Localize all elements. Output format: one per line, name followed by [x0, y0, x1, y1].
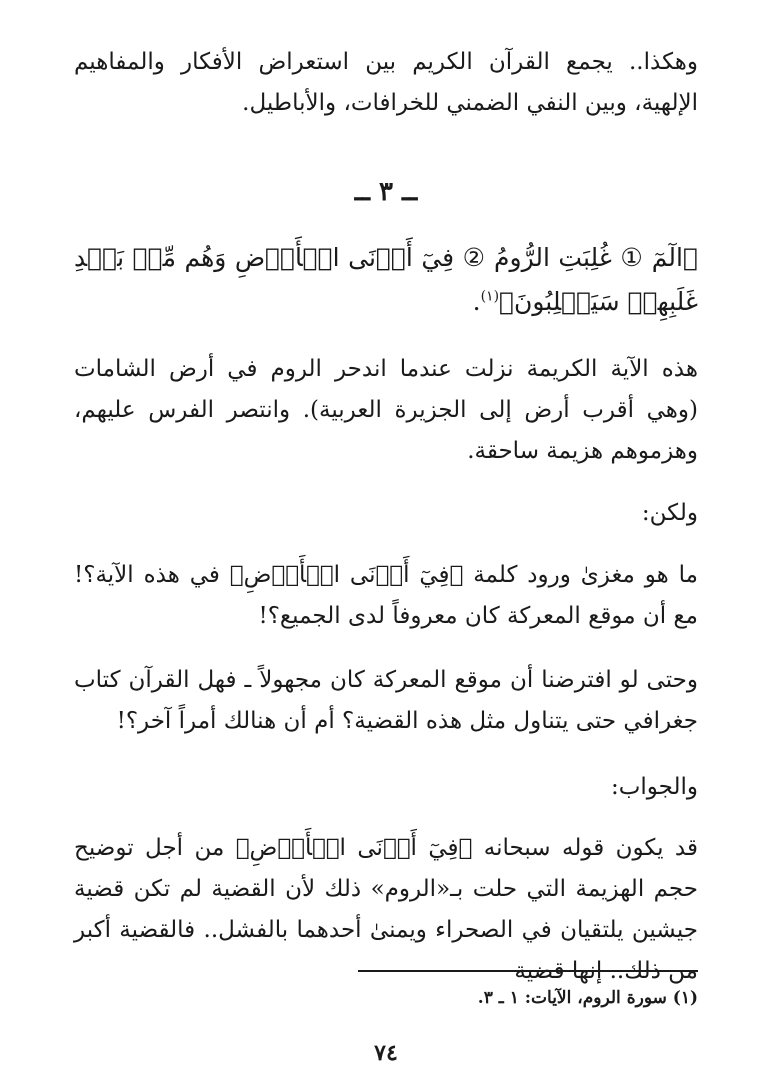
- paragraph-question: ما هو مغزىٰ ورود كلمة ﴿فِيٓ أَدۡنَى الۡأَرۡضِ﴾ في هذه الآية؟! مع أن موقع المعركة كان معروفاً لدى الجميع؟!: [74, 562, 698, 629]
- page-number: ٧٤: [374, 1040, 398, 1066]
- section-heading: ــ ٣ ــ: [354, 177, 418, 207]
- verse-end: .: [472, 287, 481, 316]
- footnote-marker: (١): [480, 288, 500, 305]
- intro-paragraph: وهكذا.. يجمع القرآن الكريم بين استعراض الأفكار والمفاهيم الإلهية، وبين النفي الضمني للخرافات، والأباطيل.: [74, 49, 698, 116]
- paragraph-answer-label: والجواب:: [610, 774, 698, 800]
- paragraph-hypothesis: وحتى لو افترضنا أن موقع المعركة كان مجهولاً ـ فهل القرآن كتاب جغرافي حتى يتناول مثل هذه القضية؟ أم أن هنالك أمراً آخر؟!: [74, 667, 698, 734]
- paragraph-context: هذه الآية الكريمة نزلت عندما اندحر الروم في أرض الشامات (وهي أقرب أرض إلى الجزيرة العربية). وانتصر الفرس عليهم، وهزموهم هزيمة ساحقة.: [74, 356, 698, 464]
- quran-verse: [74, 236, 698, 324]
- paragraph-but: ولكن:: [641, 500, 698, 526]
- verse-text: ﴿الٓمٓ ① غُلِبَتِ الرُّومُ ② فِيٓ أَدۡنَى الۡأَرۡضِ وَهُم مِّنۢ بَعۡدِ غَلَبِهِمۡ سَيَغۡلِبُونَ﴾: [74, 243, 698, 316]
- footnote: (١) سورة الروم، الآيات: ١ ـ ٣.: [477, 988, 698, 1008]
- footnote-divider: [358, 970, 698, 972]
- paragraph-answer: قد يكون قوله سبحانه ﴿فِيٓ أَدۡنَى الۡأَرۡضِ﴾ من أجل توضيح حجم الهزيمة التي حلت بـ«الروم» ذلك لأن القضية لم تكن قضية جيشين يلتقيان في الصحراء ويمنىٰ أحدهما بالفشل.. فالقضية أكبر من ذلك.. إنها قضية: [74, 835, 698, 984]
